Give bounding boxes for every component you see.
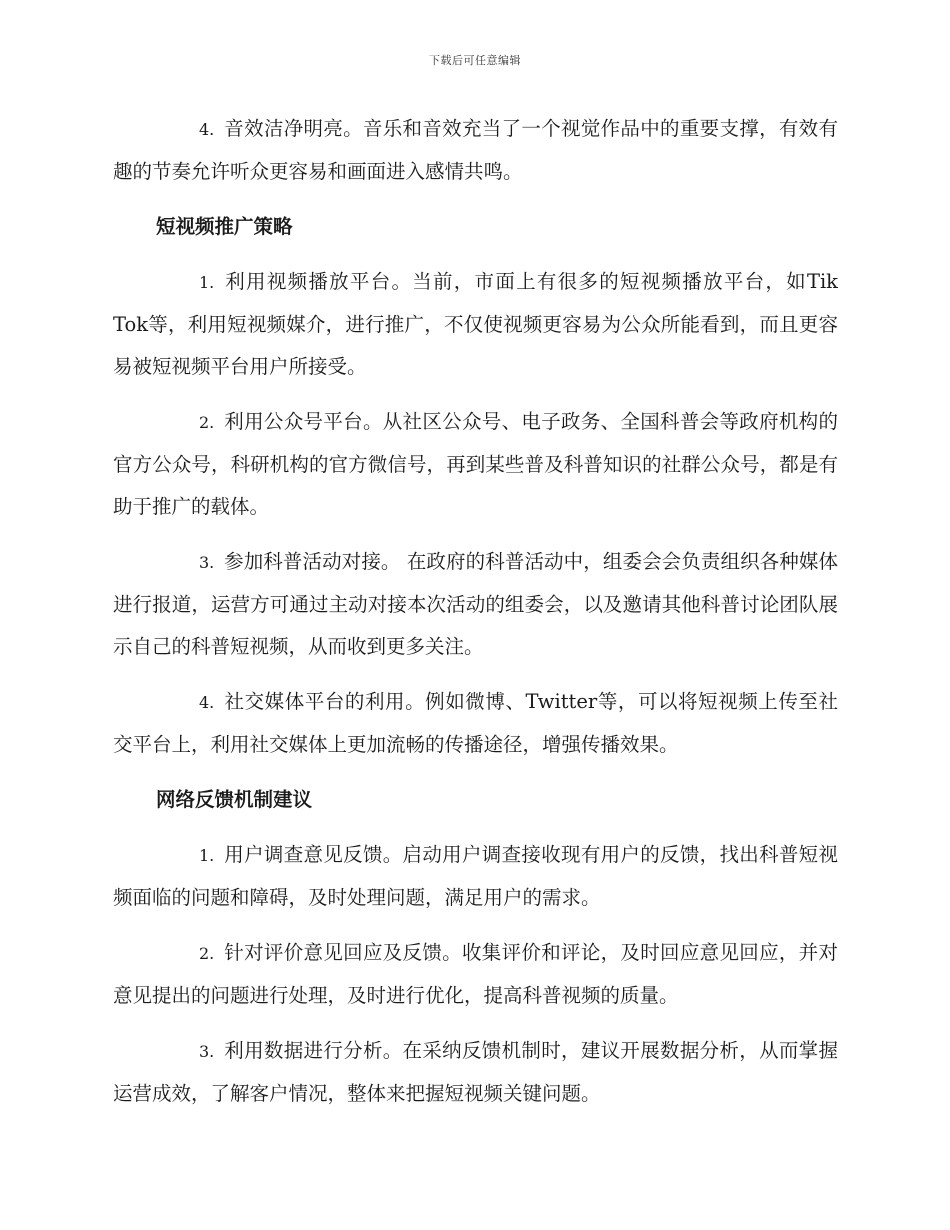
item-number: 4. (199, 120, 215, 139)
section-heading-promotion: 短视频推广策略 (156, 215, 293, 238)
paragraph-public-account (113, 401, 838, 528)
paragraph-text: 利用视频播放平台。当前，市面上有很多的短视频播放平台，如Tik Tok等，利用短视频媒介，进行推广，不仅使视频更容易为公众所能看到，而且更容易被短视频平台用户所接受。 (113, 270, 838, 378)
paragraph-review-response (113, 932, 838, 1017)
paragraph-sound-effects (113, 108, 838, 193)
paragraph-text: 利用公众号平台。从社区公众号、电子政务、全国科普会等政府机构的官方公众号，科研机构的官方微信号，再到某些普及科普知识的社群公众号，都是有助于推广的载体。 (113, 410, 838, 518)
paragraph-text: 参加科普活动对接。 在政府的科普活动中，组委会会负责组织各种媒体进行报道，运营方可通过主动对接本次活动的组委会，以及邀请其他科普讨论团队展示自己的科普短视频，从而收到更多关注。 (113, 550, 838, 658)
paragraph-text: 用户调查意见反馈。启动用户调查接收现有用户的反馈，找出科普短视频面临的问题和障碍，及时处理问题，满足用户的需求。 (113, 843, 838, 909)
item-number: 1. (199, 846, 215, 865)
paragraph-text: 社交媒体平台的利用。例如微博、Twitter等，可以将短视频上传至社交平台上，利用社交媒体上更加流畅的传播途径，增强传播效果。 (113, 690, 838, 756)
item-number: 3. (199, 1042, 215, 1061)
item-number: 2. (199, 413, 215, 432)
paragraph-user-survey (113, 834, 838, 919)
item-number: 4. (199, 693, 215, 712)
document-body (113, 108, 838, 1128)
section-heading-feedback: 网络反馈机制建议 (156, 788, 313, 811)
paragraph-data-analysis (113, 1030, 838, 1115)
paragraph-video-platform (113, 261, 838, 388)
paragraph-science-events (113, 541, 838, 668)
paragraph-text: 针对评价意见回应及反馈。收集评价和评论，及时回应意见回应，并对意见提出的问题进行处理，及时进行优化，提高科普视频的质量。 (113, 941, 838, 1007)
item-number: 2. (199, 944, 215, 963)
paragraph-text: 音效洁净明亮。音乐和音效充当了一个视觉作品中的重要支撑，有效有趣的节奏允许听众更容易和画面进入感情共鸣。 (113, 117, 838, 183)
item-number: 1. (199, 273, 215, 292)
item-number: 3. (199, 553, 215, 572)
paragraph-text: 利用数据进行分析。在采纳反馈机制时，建议开展数据分析，从而掌握运营成效，了解客户情况，整体来把握短视频关键问题。 (113, 1039, 838, 1105)
page-header: 下载后可任意编辑 (429, 54, 521, 67)
paragraph-social-media (113, 681, 838, 766)
